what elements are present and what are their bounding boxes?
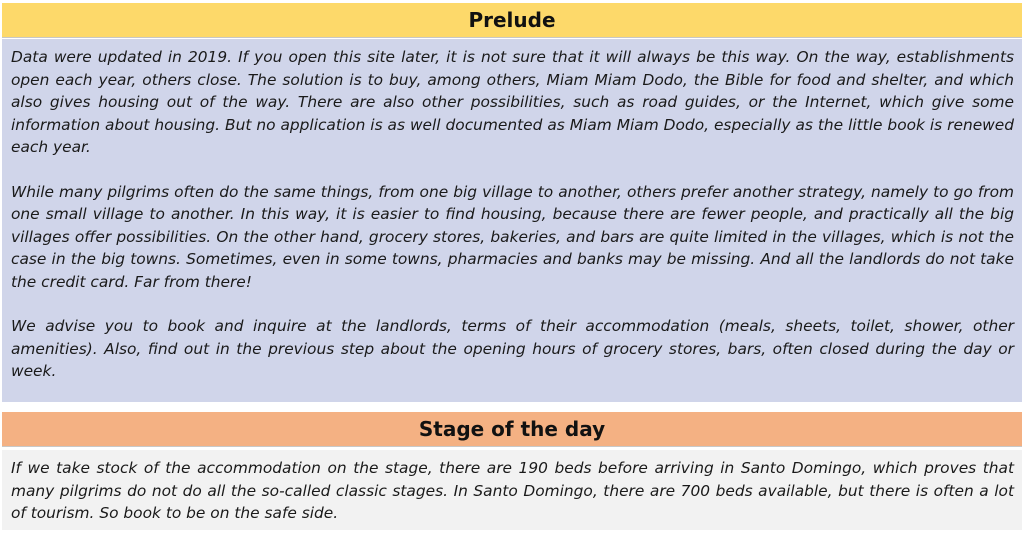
stage-of-the-day-body [2, 450, 1022, 530]
stage-of-the-day-header [2, 412, 1022, 447]
prelude-paragraph-2: While many pilgrims often do the same things, from one big village to another, others prefer another strategy, namely to go from one small village to another. In this way, it is easier to find housing, because there are fewer people, and practically all the big villages offer possibilities. On the other hand, grocery stores, bakeries, and bars are quite limited in the villages, which is not the case in the big towns. Sometimes, even in some towns, pharmacies and banks may be missing. And all the landlords do not take the credit card. Far from there! [11, 182, 1014, 291]
stage-of-the-day-title: Stage of the day [418, 417, 606, 441]
prelude-paragraph-1: Data were updated in 2019. If you open this site later, it is not sure that it will always be this way. On the way, establishments open each year, others close. The solution is to buy, among others, Miam Miam Dodo, the Bible for food and shelter, and which also gives housing out of the way. There are also other possibilities, such as road guides, or the Internet, which give some information about housing. But no application is as well documented as Miam Miam Dodo, especially as the little book is renewed each year. [11, 48, 1014, 156]
prelude-body [2, 39, 1022, 402]
prelude-title: Prelude [468, 8, 556, 32]
prelude-paragraph-3: We advise you to book and inquire at the landlords, terms of their accommodation (meals, sheets, toilet, shower, other amenities). Also, find out in the previous step about the opening hours of grocery stores, bars, often closed during the day or week. [11, 317, 1014, 380]
stage-paragraph-1: If we take stock of the accommodation on the stage, there are 190 beds before arriving in Santo Domingo, which proves that many pilgrims do not do all the so-called classic stages. In Santo Domingo, there are 700 beds available, but there is often a lot of tourism. So book to be on the safe side. [11, 459, 1014, 522]
prelude-header [2, 3, 1022, 38]
